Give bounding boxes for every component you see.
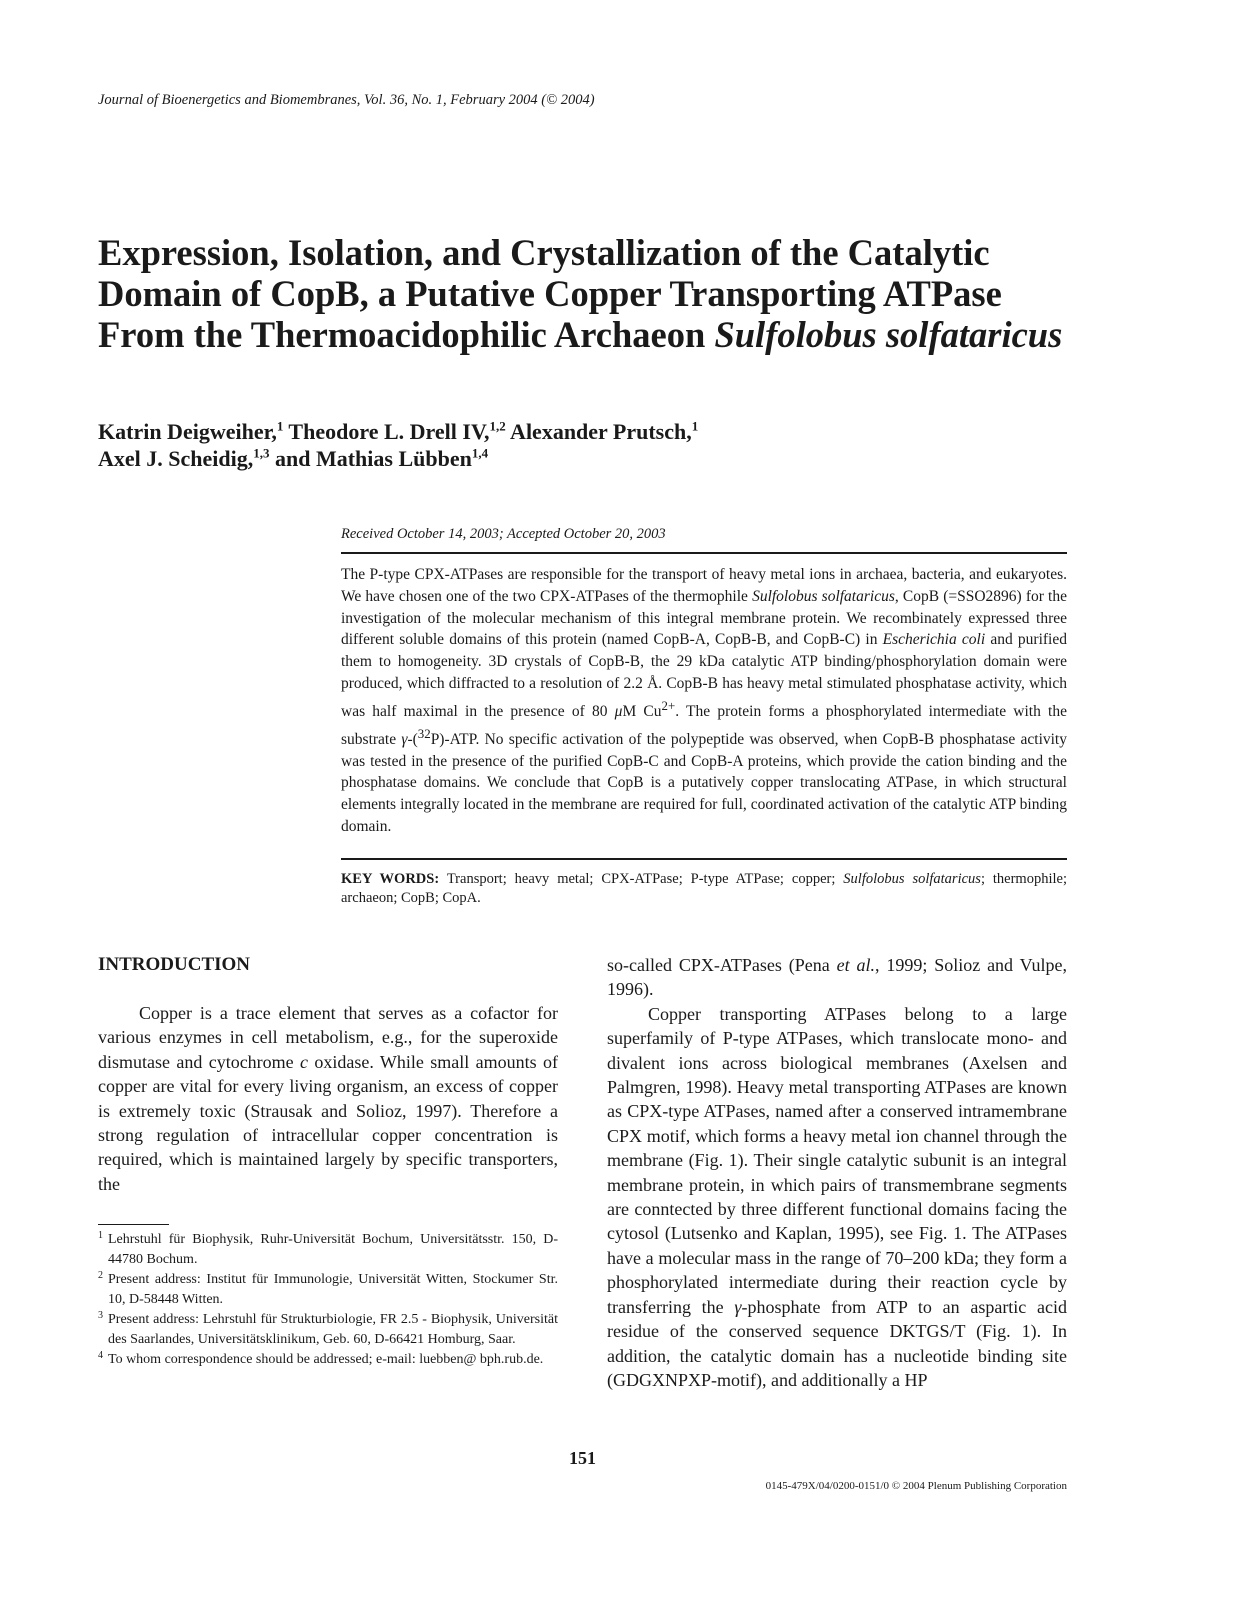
body-text: Copper transporting ATPases belong to a large superfamily of P-type ATPases, which translocate mono- and divalent ions across biological membranes (Axelsen and Palmgren, 1998). Heavy metal transporting ATPases are known as CPX-type ATPases, named after a conserved intramembrane CPX motif, which forms a heavy metal ion channel through the membrane (Fig. 1). Their single catalytic subunit is an integral membrane protein, in which pairs of transmembrane segments are conntected by three different functional domains facing the cytosol (Lutsenko and Kaplan, 1995), see Fig. 1. The ATPases have a molecular mass in the range of 70–200 kDa; they form a phosphorylated intermediate during their reaction cycle by transferring the — [607, 1003, 1067, 1317]
title-line-3-prefix: From the Thermoacidophilic Archaeon — [98, 314, 715, 355]
abstract-text: and purified them to homogeneity. 3D crystals of CopB-B, the 29 kDa catalytic ATP binding/phosphorylation domain were produced, which diffracted to a resolution of 2.2 Å. CopB-B has heavy metal stimulated phosphatase activity, which was half maximal in the presence of 80 — [341, 631, 1067, 720]
body-text: oxidase. While small amounts of copper are vital for every living organism, an excess of copper is extremely toxic (Strausak and Solioz, 1997). Therefore a strong regulation of intracellular copper concentration is required, which is maintained largely by specific transporters, the — [98, 1051, 558, 1194]
keywords-text: Transport; heavy metal; CPX-ATPase; P-type ATPase; copper; — [439, 871, 844, 887]
abstract-text: M Cu — [622, 702, 662, 720]
page-number: 151 — [569, 1448, 596, 1468]
body-text: , 1999; Solioz and Vulpe, 1996). — [607, 955, 1068, 1000]
abstract-text: -( — [407, 730, 418, 748]
body-column-right — [607, 953, 1067, 1392]
author-name: Axel J. Scheidig, — [98, 446, 254, 471]
author-affiliation: 1,2 — [489, 418, 506, 434]
footnote-text: Present address: Institut für Immunologie, Universität Witten, Stockumer Str. 10, D-58448 Witten. — [108, 1272, 558, 1307]
author-affiliation: 1 — [276, 418, 284, 434]
body-italic: et al. — [836, 955, 875, 975]
footnote — [98, 1230, 558, 1270]
abstract-superscript: 32 — [417, 725, 431, 741]
footnote-number: 2 — [98, 1270, 103, 1281]
footnote-number: 1 — [98, 1230, 103, 1241]
footnote-text: Lehrstuhl für Biophysik, Ruhr-Universität Bochum, Universitätsstr. 150, D-44780 Bochum. — [108, 1232, 558, 1267]
footnotes — [98, 1230, 558, 1370]
abstract-text: . The protein forms a phosphorylated intermediate with the substrate — [341, 702, 1067, 748]
footnote-text: To whom correspondence should be addressed; e-mail: luebben@ bph.rub.de. — [108, 1352, 544, 1367]
abstract-top-rule — [341, 552, 1067, 554]
title-line-1: Expression, Isolation, and Crystallization of the Catalytic — [98, 232, 990, 273]
abstract — [341, 564, 1067, 838]
keywords-label: KEY WORDS: — [341, 871, 440, 887]
section-heading-introduction: INTRODUCTION — [98, 954, 251, 975]
keywords — [341, 870, 1067, 908]
body-paragraph — [607, 1002, 1067, 1393]
author-name: Alexander Prutsch, — [505, 419, 692, 444]
title-species: Sulfolobus solfataricus — [714, 314, 1063, 355]
author-list — [98, 418, 698, 472]
body-italic: c — [300, 1051, 309, 1072]
abstract-superscript: 2+ — [661, 697, 676, 713]
abstract-symbol: μ — [614, 702, 623, 720]
keywords-text: ; thermophile; archaeon; CopB; CopA. — [341, 871, 1067, 906]
body-italic: γ — [734, 1296, 742, 1317]
body-text: so-called CPX-ATPases (Pena — [607, 955, 837, 975]
body-text: Copper is a trace element that serves as a cofactor for various enzymes in cell metabolism, e.g., for the superoxide dismutase and cytochrome — [98, 1003, 558, 1072]
abstract-text: P)-ATP. No specific activation of the polypeptide was observed, when CopB-B phosphatase activity was tested in the presence of the purified CopB-C and CopB-A proteins, which provide the cation binding and the phosphatase domains. We conclude that CopB is a putatively copper translocating ATPase, in which structural elements integrally located in the membrane are required for full, coordinated activation of the catalytic ATP binding domain. — [341, 730, 1067, 836]
author-affiliation: 1 — [691, 418, 699, 434]
author-affiliation: 1,3 — [253, 445, 270, 461]
abstract-text: The P-type CPX-ATPases are responsible for the transport of heavy metal ions in archaea, bacteria, and eukaryotes. We have chosen one of the two CPX-ATPases of the thermophile — [341, 566, 1067, 605]
footnote-text: Present address: Lehrstuhl für Strukturbiologie, FR 2.5 - Biophysik, Universität des Saarlandes, Universitätsklinikum, Geb. 60, D-66421 Homburg, Saar. — [108, 1312, 558, 1347]
title-line-2: Domain of CopB, a Putative Copper Transporting ATPase — [98, 273, 1002, 314]
abstract-text: , CopB (=SSO2896) for the investigation of the molecular mechanism of this integral membrane protein. We recombinately expressed three different soluble domains of this protein (named CopB-A, CopB-B, and CopB-C) in — [341, 587, 1067, 649]
footnote-rule — [98, 1224, 169, 1225]
footnote-number: 3 — [98, 1310, 103, 1321]
abstract-symbol: γ — [401, 730, 408, 748]
author-name: and Mathias Lübben — [269, 446, 472, 471]
author-name: Katrin Deigweiher, — [98, 419, 277, 444]
keywords-species: Sulfolobus solfataricus — [843, 871, 981, 887]
abstract-bottom-rule — [341, 858, 1067, 860]
copyright-line: 0145-479X/04/0200-0151/0 © 2004 Plenum Publishing Corporation — [765, 1480, 1067, 1492]
footnote — [98, 1350, 558, 1370]
body-column-left — [98, 1001, 558, 1196]
article-title — [98, 232, 1178, 355]
title-line-3 — [98, 314, 1178, 355]
author-line-2 — [98, 445, 698, 472]
footnote — [98, 1270, 558, 1310]
footnote-number: 4 — [98, 1350, 103, 1361]
body-paragraph — [607, 953, 1067, 1002]
body-paragraph — [98, 1001, 558, 1196]
author-affiliation: 1,4 — [471, 445, 489, 461]
received-accepted-dates: Received October 14, 2003; Accepted October 20, 2003 — [341, 526, 666, 542]
author-line-1 — [98, 418, 698, 445]
body-text: -phosphate from ATP to an aspartic acid residue of the conserved sequence DKTGS/T (Fig. 1). In addition, the catalytic domain has a nucleotide binding site (GDGXNPXP-motif), and additionally a HP — [607, 1296, 1067, 1390]
author-name: Theodore L. Drell IV, — [283, 419, 490, 444]
abstract-paragraph — [341, 564, 1067, 838]
footnote — [98, 1310, 558, 1350]
journal-citation: Journal of Bioenergetics and Biomembranes, Vol. 36, No. 1, February 2004 (© 2004) — [98, 92, 595, 108]
abstract-species: Escherichia coli — [882, 631, 986, 649]
abstract-species: Sulfolobus solfataricus — [752, 587, 895, 605]
